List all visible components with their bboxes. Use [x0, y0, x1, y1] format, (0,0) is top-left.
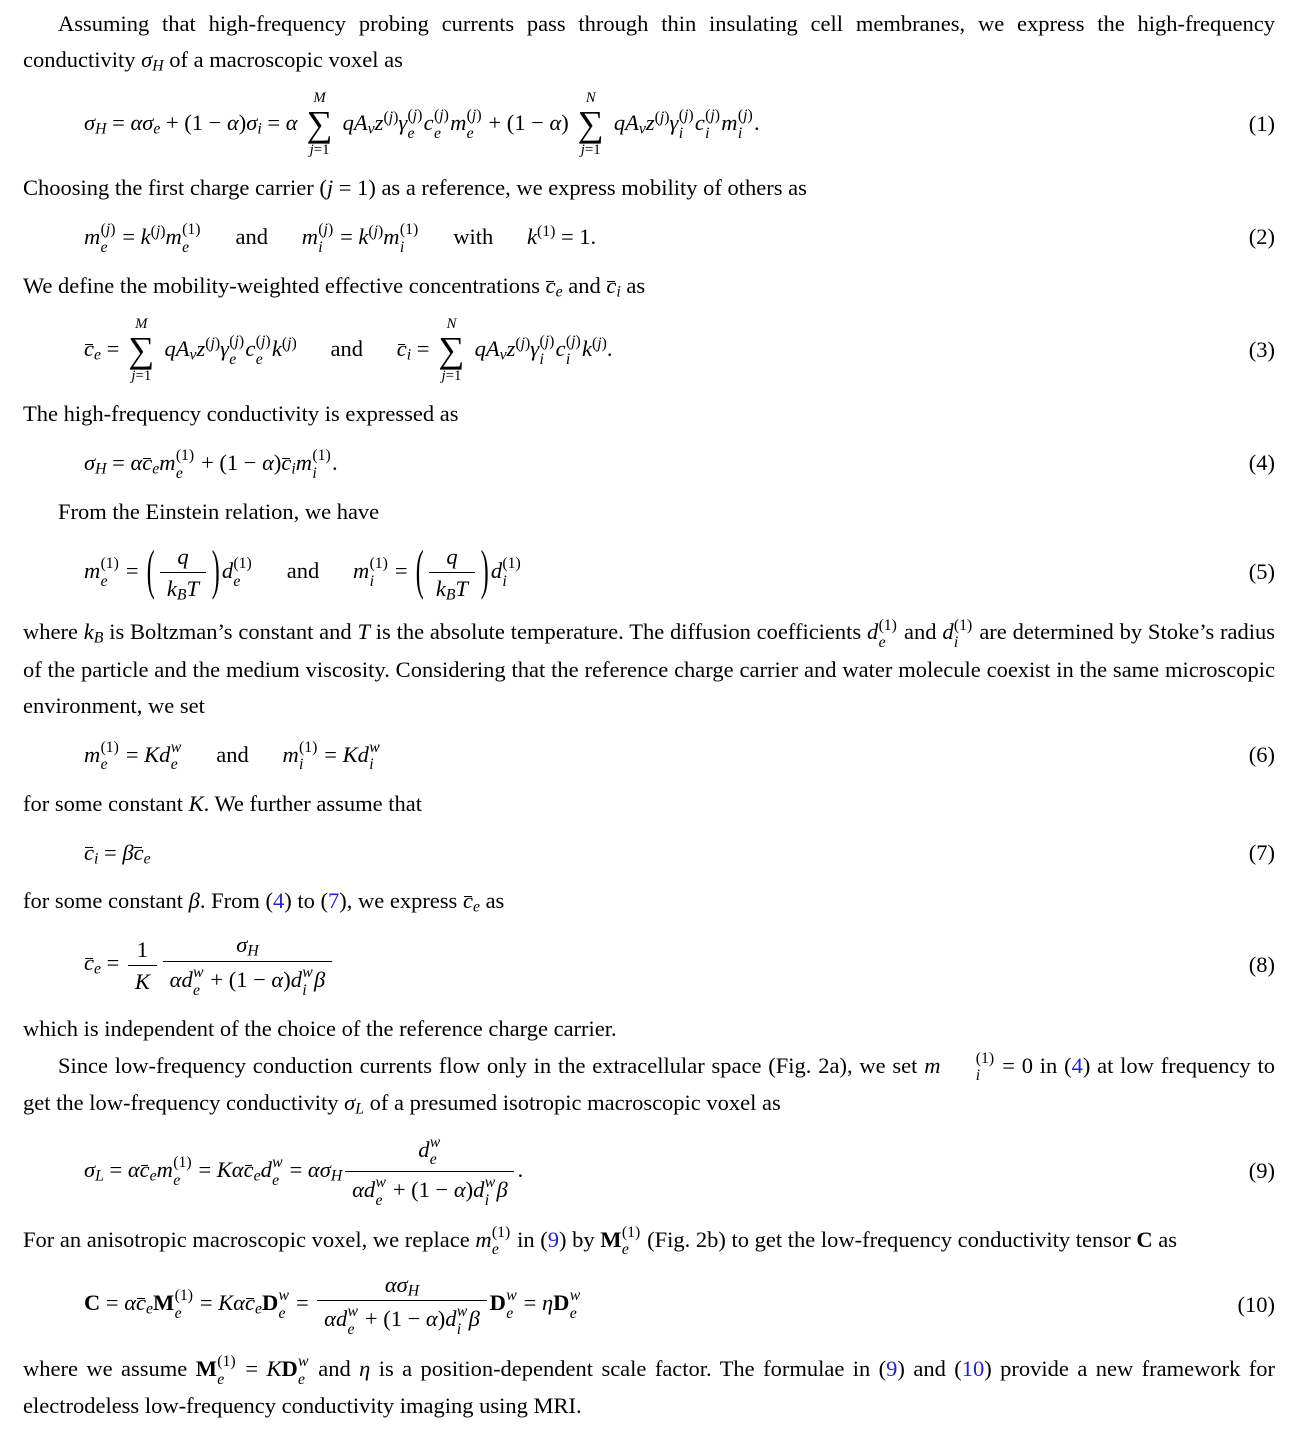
equation-row — [23, 445, 1275, 482]
subscript: B — [445, 586, 456, 604]
equation-number: (3) — [1248, 337, 1275, 363]
subsup-stack: (1) e — [175, 447, 195, 482]
subsup-stack: (j) i — [565, 333, 581, 368]
subscript: L — [95, 1167, 104, 1185]
summation-operator: M ∑ j=1 — [306, 89, 333, 158]
subsup-stack: (1) i — [299, 738, 318, 774]
big-paren: ) — [211, 539, 220, 601]
equation-number: (4) — [1248, 450, 1275, 476]
equation-math: $c_e$ = $\frac{1}{K}$ $\sigma_H$ αd w e + (1 − α)d w i β — [84, 931, 335, 999]
fraction: $\sigma_H$ αd w e + (1 − α)d w i β — [163, 931, 332, 999]
subsup-stack: (1) i — [975, 1049, 995, 1085]
subsup-stack: (1) i — [953, 616, 973, 652]
subscript: i — [94, 849, 99, 867]
equation-row — [23, 317, 1275, 385]
subsup-stack: (j) i — [705, 107, 721, 142]
subsup-stack: (1) e — [621, 1223, 641, 1259]
subsup-stack: (1) e — [100, 554, 119, 590]
subscript: H — [407, 1282, 420, 1300]
subscript: e — [94, 960, 101, 978]
equation-number: (1) — [1248, 111, 1275, 137]
equation-math: $C = \alpha c_eM$ (1) e = Kαc$_e$D w e = $\alpha\sigma_H$ αd w e + (1 − α)d w i β D w e = ηD w e — [84, 1271, 581, 1339]
paragraph: for some constant β. From (4) to (7), we express $c_e$ as — [23, 887, 505, 916]
overbar-variable: c — [139, 1156, 150, 1182]
subsup-stack: w i — [484, 1174, 496, 1209]
equation-ref-link[interactable]: 7 — [327, 887, 340, 913]
overbar-variable: c — [136, 1290, 147, 1315]
superscript: (j) — [368, 223, 384, 241]
bold-tensor: D — [281, 1355, 298, 1381]
subsup-stack: (j) i — [539, 333, 555, 368]
equation-ref-link[interactable]: 4 — [1071, 1052, 1083, 1078]
subscript: e — [153, 120, 161, 138]
equation-number: (8) — [1248, 952, 1275, 978]
subsup-stack: w e — [347, 1303, 359, 1339]
overbar-variable: c — [84, 335, 94, 361]
equation-math: $c_e$ = M ∑ j=1 $qA_vz^{(j)}\gamma$ (j) e c (j) e $k^{(j)}$ and $c_i$ = N ∑ j=1 $qA_vz^{(j)}\gamma$ (j) i c (j) i $k^{(j)}$. — [84, 315, 613, 384]
subsup-stack: (1) e — [173, 1153, 192, 1189]
equation-row — [23, 91, 1275, 159]
fraction: $\frac{q}{k_BT}$ — [160, 543, 206, 603]
subscript: B — [93, 629, 104, 647]
subscript: e — [555, 283, 563, 301]
paragraph: The high-frequency conductivity is expressed as — [23, 401, 459, 427]
sigma-sum-icon: ∑ — [438, 330, 465, 371]
subsup-stack: w e — [375, 1174, 386, 1209]
equation-row — [23, 539, 1275, 604]
equation-math: m (1) e = Kd w e and m (1) i = Kd w i — [84, 738, 380, 774]
subscript: B — [176, 586, 187, 604]
subscript: e — [94, 346, 101, 364]
subsup-stack: (j) e — [255, 333, 271, 368]
subsup-stack: (1) e — [217, 1352, 236, 1388]
subscript: e — [472, 898, 480, 916]
subsup-stack: (1) e — [100, 738, 119, 774]
subsup-stack: w e — [429, 1133, 441, 1169]
overbar-variable: c — [133, 839, 144, 865]
subsup-stack: (1) e — [174, 1287, 193, 1322]
bold-tensor: C — [84, 1290, 101, 1315]
subsup-stack: (1) e — [233, 554, 252, 590]
equation-row — [23, 219, 1275, 256]
overbar-variable: c — [606, 273, 617, 299]
sigma-sum-icon: ∑ — [128, 330, 155, 371]
paragraph: From the Einstein relation, we have — [58, 499, 380, 525]
subscript: e — [149, 1167, 157, 1185]
subscript: H — [247, 942, 259, 960]
sigma-sum-icon: ∑ — [306, 104, 333, 145]
paragraph: where $k_B$ is Boltzman’s constant and T is the absolute temperature. The diffusion coefficients d (1) e and d (1) i are determined by Stoke’s radius of the particle and the medium viscosity. Considering that the reference charge carrier and water molecule coexist in the same microscopic environment, we set — [23, 616, 1275, 719]
overbar-variable: c — [281, 449, 292, 475]
subscript: v — [367, 120, 375, 138]
overbar-variable: c — [243, 1156, 254, 1182]
subsup-stack: w e — [278, 1287, 290, 1322]
equation-ref-link[interactable]: 9 — [886, 1355, 898, 1381]
paragraph: for some constant K. We further assume that — [23, 791, 422, 817]
subscript: i — [406, 346, 412, 364]
subsup-stack: (j) e — [407, 107, 423, 142]
paragraph: which is independent of the choice of the reference charge carrier. — [23, 1016, 617, 1042]
subsup-stack: (j) e — [466, 107, 482, 142]
equation-math: $\sigma_H = \alpha\sigma_e + (1 - \alpha)\sigma_i = \alpha$ M ∑ j=1 $qA_vz^{(j)}\gamma$ (j) e c (j) e m (j) e + (1 − α) N ∑ j=1 $qA_vz^{(j)}\gamma$ (j) i c (j) i m (j) i . — [84, 89, 760, 158]
fraction: $\frac{1}{K}$ — [128, 936, 157, 996]
equation-number: (9) — [1248, 1158, 1275, 1184]
summation-operator: M ∑ j=1 — [128, 315, 155, 384]
equation-number: (2) — [1248, 224, 1275, 250]
bold-tensor: D — [553, 1290, 570, 1315]
subsup-stack: w e — [272, 1153, 283, 1189]
summation-operator: N ∑ j=1 — [438, 315, 465, 384]
equation-math: $\sigma_L = \alpha c_em$ (1) e = Kαc$_e$d w e = $\alpha\sigma_H$ d w e αd w e + (1 − α)d w i β . — [84, 1133, 524, 1209]
subscript: e — [143, 849, 151, 867]
equation-row — [23, 1271, 1275, 1339]
subscript: i — [257, 120, 262, 138]
subscript: L — [355, 1100, 365, 1118]
subsup-stack: (1) i — [312, 447, 331, 482]
subscript: e — [254, 1300, 262, 1318]
summation-operator: N ∑ j=1 — [577, 89, 604, 158]
equation-row — [23, 1134, 1275, 1210]
fraction: $\frac{q}{k_BT}$ — [429, 543, 475, 603]
bold-tensor: D — [489, 1290, 506, 1315]
paragraph: Since low-frequency conduction currents flow only in the extracellular space (Fig. 2a), we set m (1) i = 0 in (4) at low frequency to get the low-frequency conductivity $\sigma_L$ of a presumed isotropic macroscopic voxel as — [23, 1049, 1275, 1118]
subscript: v — [499, 346, 507, 364]
subscript: v — [189, 346, 197, 364]
subsup-stack: (1) i — [502, 554, 521, 590]
overbar-variable: c — [545, 273, 556, 299]
subsup-stack: (j) i — [678, 107, 694, 142]
subscript: H — [95, 460, 107, 478]
superscript: (j) — [205, 334, 221, 352]
bold-tensor: M — [153, 1290, 175, 1315]
subscript: e — [253, 1167, 261, 1185]
subscript: H — [330, 1167, 343, 1185]
bold-tensor: M — [195, 1355, 217, 1381]
equation-ref-link[interactable]: 4 — [272, 887, 285, 913]
big-paren: ) — [480, 539, 489, 601]
big-paren: ( — [415, 539, 424, 601]
subsup-stack: (1) e — [491, 1223, 511, 1259]
superscript: (j) — [150, 223, 166, 241]
superscript: (1) — [536, 223, 556, 241]
equation-math: m (j) e = $k^{(j)}m$ (1) e and m (j) i = $k^{(j)}m$ (1) i with $k^{(1)} = 1$. — [84, 221, 597, 256]
big-paren: ( — [146, 539, 155, 601]
bold-tensor: C — [1136, 1226, 1153, 1252]
superscript: (j) — [281, 334, 297, 352]
fraction: d w e αd w e + (1 − α)d w i β — [345, 1134, 514, 1210]
overbar-variable: c — [84, 839, 94, 865]
subscript: e — [146, 1300, 154, 1318]
superscript: (j) — [654, 108, 670, 126]
subsup-stack: (j) e — [100, 221, 116, 256]
superscript: (j) — [383, 108, 399, 126]
equation-row — [23, 737, 1275, 774]
equation-number: (5) — [1248, 559, 1275, 585]
equation-number: (7) — [1248, 839, 1275, 865]
paragraph: For an anisotropic macroscopic voxel, we replace m (1) e in (9) by M (1) e (Fig. 2b) to get the low-frequency conductivity tensor C as — [23, 1223, 1177, 1259]
subscript: i — [616, 283, 621, 301]
subsup-stack: (j) e — [433, 107, 449, 142]
overbar-variable: c — [462, 887, 473, 913]
equation-ref-link[interactable]: 9 — [547, 1226, 560, 1252]
subsup-stack: (j) i — [737, 107, 753, 142]
subscript: H — [152, 57, 164, 75]
bold-tensor: D — [261, 1290, 279, 1315]
equation-math: $c_i = \beta c_e$ — [84, 839, 151, 867]
subsup-stack: w i — [456, 1303, 468, 1339]
subsup-stack: w e — [569, 1287, 581, 1322]
sigma-sum-icon: ∑ — [577, 104, 604, 145]
superscript: (j) — [515, 334, 531, 352]
paragraph: Choosing the first charge carrier (j = 1) as a reference, we express mobility of others as — [23, 175, 807, 201]
subsup-stack: (1) i — [399, 221, 419, 256]
overbar-variable: c — [84, 950, 94, 976]
equation-number: (10) — [1237, 1291, 1275, 1317]
subscript: v — [638, 120, 646, 138]
equation-number: (6) — [1248, 742, 1275, 768]
overbar-variable: c — [396, 335, 407, 361]
overbar-variable: c — [244, 1290, 255, 1315]
subsup-stack: (j) e — [229, 333, 245, 368]
subscript: e — [152, 460, 160, 478]
bold-tensor: M — [600, 1226, 622, 1252]
subsup-stack: w i — [369, 738, 380, 774]
equation-math: $\sigma_H = \alpha c_em$ (1) e + $(1 - \alpha)c_im$ (1) i . — [84, 447, 338, 482]
equation-row — [23, 931, 1275, 999]
paragraph: Assuming that high-frequency probing currents pass through thin insulating cell membranes, we express the high-frequency conductivity $\sigma_H$ of a macroscopic voxel as — [23, 11, 1275, 75]
subsup-stack: w e — [170, 738, 182, 774]
subscript: H — [95, 120, 107, 138]
subsup-stack: (j) i — [318, 221, 334, 256]
subsup-stack: (1) e — [182, 221, 201, 256]
overbar-variable: c — [142, 449, 153, 475]
fraction: $\alpha\sigma_H$ αd w e + (1 − α)d w i β — [317, 1271, 486, 1339]
paragraph: We define the mobility-weighted effective concentrations $c_e$ and $c_i$ as — [23, 273, 646, 301]
subsup-stack: w i — [302, 963, 313, 999]
subsup-stack: w e — [506, 1287, 517, 1322]
subscript: i — [291, 460, 296, 478]
subsup-stack: w e — [193, 963, 204, 999]
subsup-stack: (1) e — [878, 616, 897, 652]
subsup-stack: (1) i — [369, 554, 388, 590]
paragraph: where we assume M (1) e = KD w e and η is a position-dependent scale factor. The formulae in (9) and (10) provide a new framework for electrodeless low-frequency conductivity imaging using MRI. — [23, 1352, 1275, 1419]
equation-math: m (1) e = ( $\frac{q}{k_BT}$ ) d (1) e and m (1) i = ( $\frac{q}{k_BT}$ ) d (1) i — [84, 539, 521, 604]
equation-ref-link[interactable]: 10 — [961, 1355, 985, 1381]
superscript: (j) — [592, 334, 607, 352]
equation-row — [23, 835, 1275, 871]
subsup-stack: w e — [298, 1352, 309, 1388]
